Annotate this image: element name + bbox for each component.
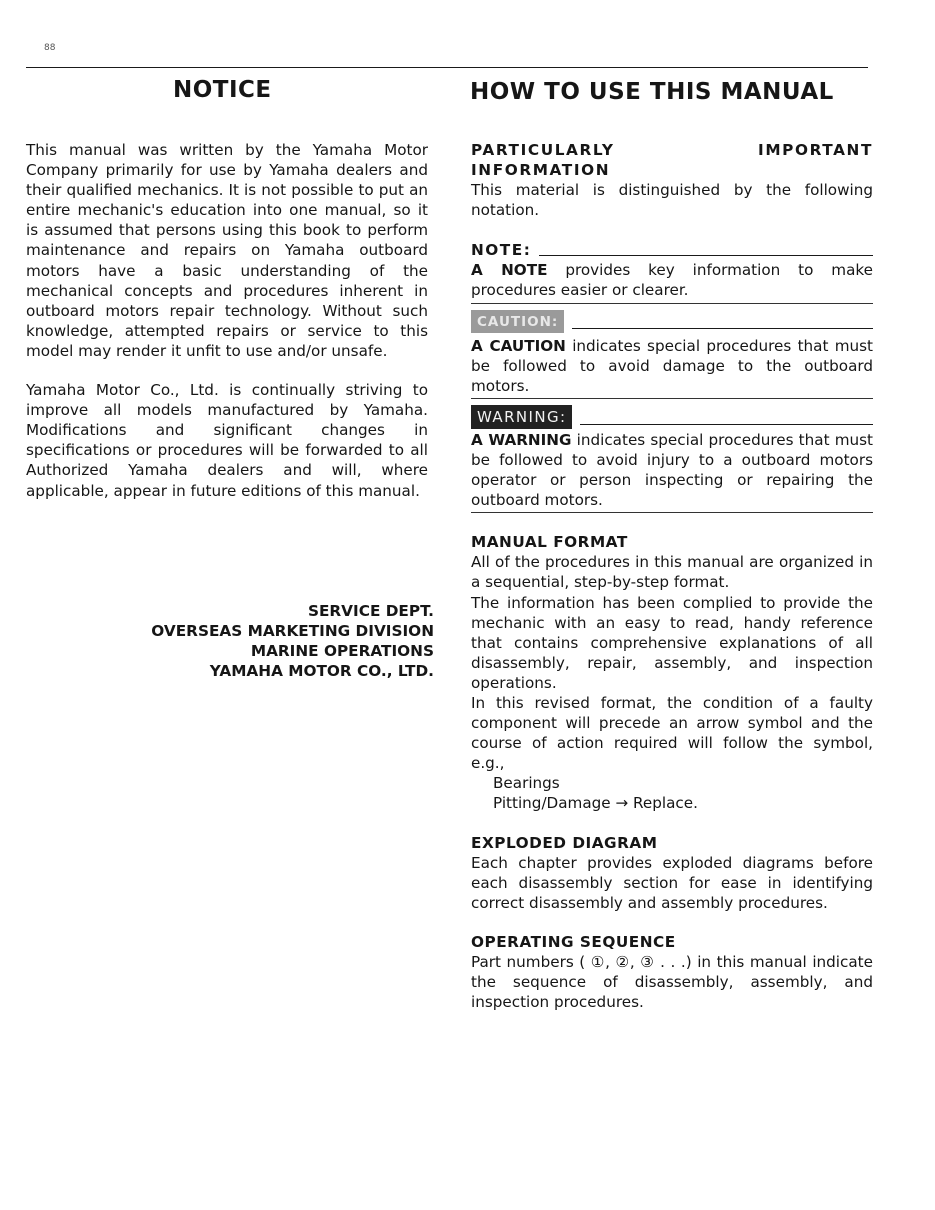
manual-format-p1: All of the procedures in this manual are organized in a sequential, step-by-step format. [471,553,873,592]
note-label: NOTE: [471,241,532,260]
caution-body: indicates special procedures that must be followed to avoid damage to the outboard motors. [471,336,873,395]
important-text: This material is distinguished by the following notation. [471,181,873,220]
notice-paragraph-2: Yamaha Motor Co., Ltd. is continually striving to improve all models manufactured by Yamaha. Modifications and significant changes in specifications or procedures will be forwarded to all Authorized Yamaha dealers and will, where applicable, appear in future editions of this manual. [26,381,428,500]
example-line-1: Bearings [493,774,560,793]
notice-column [26,140,428,520]
important-heading: PARTICULARLY IMPORTANT INFORMATION [471,141,873,180]
signature-line: OVERSEAS MARKETING DIVISION [151,622,434,641]
exploded-text: Each chapter provides exploded diagrams before each disassembly section for ease in identifying correct disassembly and assembly procedures. [471,853,873,912]
warning-lead: A WARNING [471,430,572,449]
signature-block [151,601,434,681]
note-separator [471,303,873,304]
note-text [471,260,873,300]
how-to-column [471,140,873,1012]
caution-separator [471,398,873,399]
page-mark: 88 [44,43,56,53]
warning-label: WARNING: [471,405,572,429]
caution-label: CAUTION: [471,310,564,333]
warning-text [471,430,873,510]
caution-text [471,336,873,396]
warning-heading [471,405,873,429]
note-body: provides key information to make procedures easier or clearer. [471,261,873,300]
manual-format-p2: The information has been complied to provide the mechanic with an easy to read, handy reference that contains comprehensive explanations of all disassembly, repair, assembly, and inspection operations. [471,593,873,692]
note-heading [471,240,873,260]
sequence-text: Part numbers ( ①, ②, ③ . . .) in this manual indicate the sequence of disassembly, assembly, and inspection procedures. [471,953,873,1012]
caution-lead: A CAUTION [471,336,566,355]
header-rule [26,67,868,68]
caution-rule [572,328,873,329]
signature-line: MARINE OPERATIONS [250,642,434,661]
warning-body: indicates special procedures that must be followed to avoid injury to a outboard motors operator or person inspecting or repairing the outboard motors. [471,430,873,510]
manual-format-heading: MANUAL FORMAT [471,533,628,552]
notice-paragraph-1: This manual was written by the Yamaha Motor Company primarily for use by Yamaha dealers and their qualified mechanics. It is not possible to put an entire mechanic's education into one manual, so it is assumed that persons using this book to perform maintenance and repairs on Yamaha outboard motors have a basic understanding of the mechanical concepts and procedures inherent in outboard motors repair technology. Without such knowledge, attempted repairs or service to this model may render it unfit to use and/or unsafe. [26,141,428,360]
notice-title: NOTICE [173,77,272,103]
warning-rule [580,424,873,425]
sequence-heading: OPERATING SEQUENCE [471,932,676,951]
exploded-heading: EXPLODED DIAGRAM [471,833,658,852]
example-line-2: Pitting/Damage → Replace. [493,794,698,813]
manual-format-p3: In this revised format, the condition of a faulty component will precede an arrow symbol and the course of action required will follow the symbol, e.g., [471,693,873,773]
note-rule [539,255,873,256]
signature-line: SERVICE DEPT. [307,602,434,620]
how-to-title: HOW TO USE THIS MANUAL [470,79,834,105]
caution-heading [471,310,873,333]
note-lead: A NOTE [471,261,548,280]
signature-line: YAMAHA MOTOR CO., LTD. [209,662,434,681]
